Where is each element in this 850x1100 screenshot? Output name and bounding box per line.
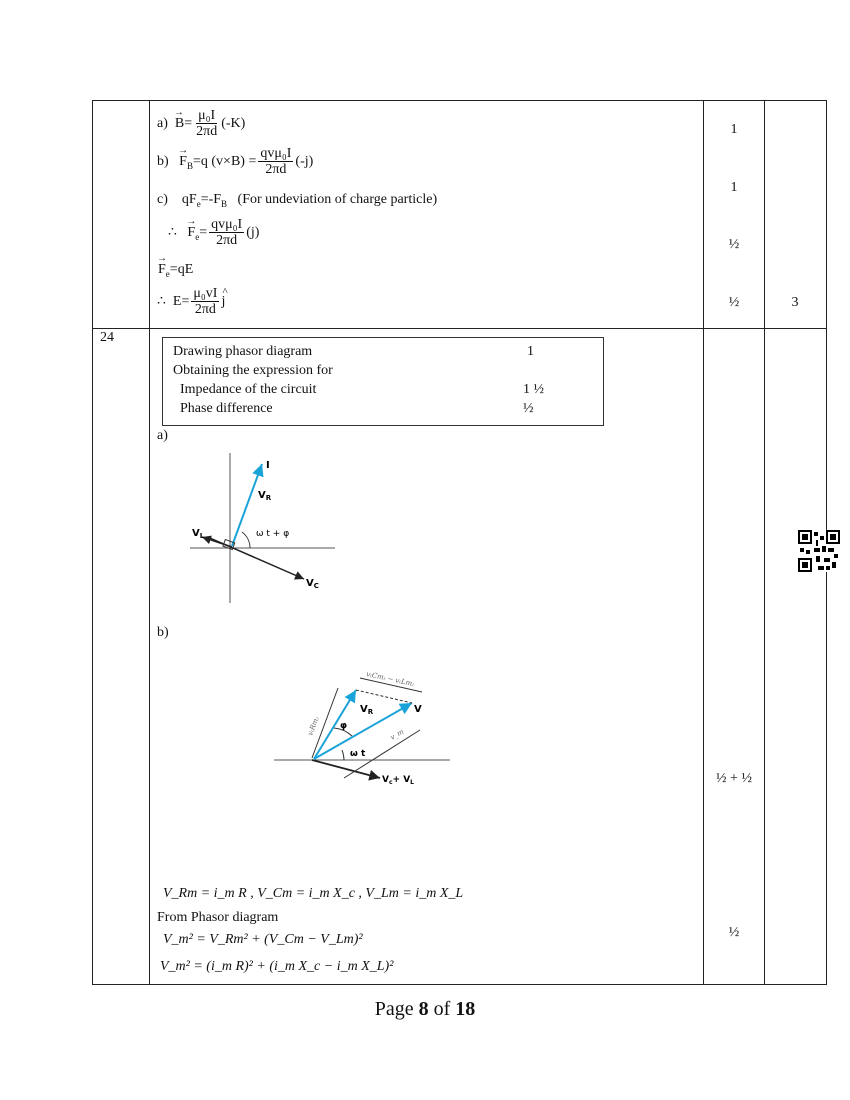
scheme-line-1: Drawing phasor diagram: [173, 344, 313, 359]
mark-a: 1: [730, 122, 738, 137]
table-col-divider-2: [703, 100, 704, 985]
total-marks: 3: [791, 295, 799, 310]
table-border-left: [92, 100, 93, 985]
label-wt: ω t: [350, 749, 366, 759]
scheme-line-4-mark: ½: [523, 401, 534, 416]
label-VC: $V_C$: [306, 578, 319, 590]
phasor-diagram-b: [272, 660, 457, 795]
equation-3: V_m² = (i_m R)² + (i_m X_c − i_m X_L)²: [160, 959, 394, 974]
label-right: v_m: [389, 727, 406, 742]
table-row-divider: [92, 328, 827, 329]
angle-arc: [242, 532, 250, 548]
mark-diagram: ½ + ½: [716, 771, 752, 786]
answer-b: $b) \to F_B=q$ (v×B) = $\frac{\text{qvμ₀I}}{2\pi d}$ (-j): [157, 146, 313, 178]
label-left: v₍Rm₎: [306, 715, 321, 737]
label-I: I: [266, 460, 270, 471]
table-border-top: [92, 100, 827, 101]
label-angle: ω t + φ: [256, 529, 290, 539]
scheme-line-3-mark: 1 ½: [523, 382, 544, 397]
scheme-line-3: Impedance of the circuit: [180, 382, 317, 397]
label-V-b: V: [414, 704, 422, 715]
scheme-line-2: Obtaining the expression for: [173, 363, 333, 378]
answer-d: ∴ → $F_e=$ $\frac{\text{qvμ₀I}}{2\pi d}$ (j): [168, 217, 259, 249]
label-bottom: $V_c+ V_L$: [382, 775, 414, 786]
answer-c: c) $qF_e=-F_B$ (For undeviation of charge particle): [157, 192, 438, 209]
part-a-label: a): [157, 428, 168, 443]
mark-equation: ½: [728, 925, 740, 940]
qr-code-icon: [798, 530, 840, 572]
scheme-line-1-mark: 1: [527, 344, 534, 359]
label-VR: $V_R$: [258, 490, 272, 502]
answer-f: ∴ E= $\frac{\text{μ₀vI}}{2\pi d}$ ^ j: [157, 286, 225, 318]
from-phasor-text: From Phasor diagram: [157, 910, 279, 925]
wt-arc: [342, 750, 344, 760]
part-b-label: b): [157, 625, 169, 640]
marking-scheme-box: [162, 337, 604, 426]
equation-1: V_Rm = i_m R , V_Cm = i_m X_c , V_Lm = i_m X_L: [163, 886, 464, 901]
table-col-divider-1: [149, 100, 150, 985]
page-footer: Page 8 of 18: [374, 998, 476, 1020]
label-VL: $V_L$: [192, 528, 205, 540]
table-col-divider-3: [764, 100, 765, 985]
mark-b: 1: [730, 180, 738, 195]
phasor-diagram-a: [180, 448, 350, 608]
mark-f: ½: [728, 295, 740, 310]
mark-d: ½: [728, 237, 740, 252]
vc-plus-vl-phasor: [312, 760, 380, 778]
table-border-bottom: [92, 984, 827, 985]
dashed-link: [356, 690, 412, 703]
question-number: 24: [100, 330, 114, 345]
label-top: v₍Cm₎ − v₍Lm₎: [365, 670, 415, 689]
scheme-line-4: Phase difference: [180, 401, 273, 416]
equation-2: V_m² = V_Rm² + (V_Cm − V_Lm)²: [163, 932, 363, 947]
vl-phasor: [202, 537, 232, 547]
label-phi: φ: [340, 721, 348, 731]
answer-a: a) → B= $\frac{\text{μ₀I}}{2\pi d}$ (-K): [157, 108, 245, 140]
answer-e: → $F_e=qE$: [158, 262, 193, 279]
label-VR-b: $V_R$: [360, 704, 374, 716]
